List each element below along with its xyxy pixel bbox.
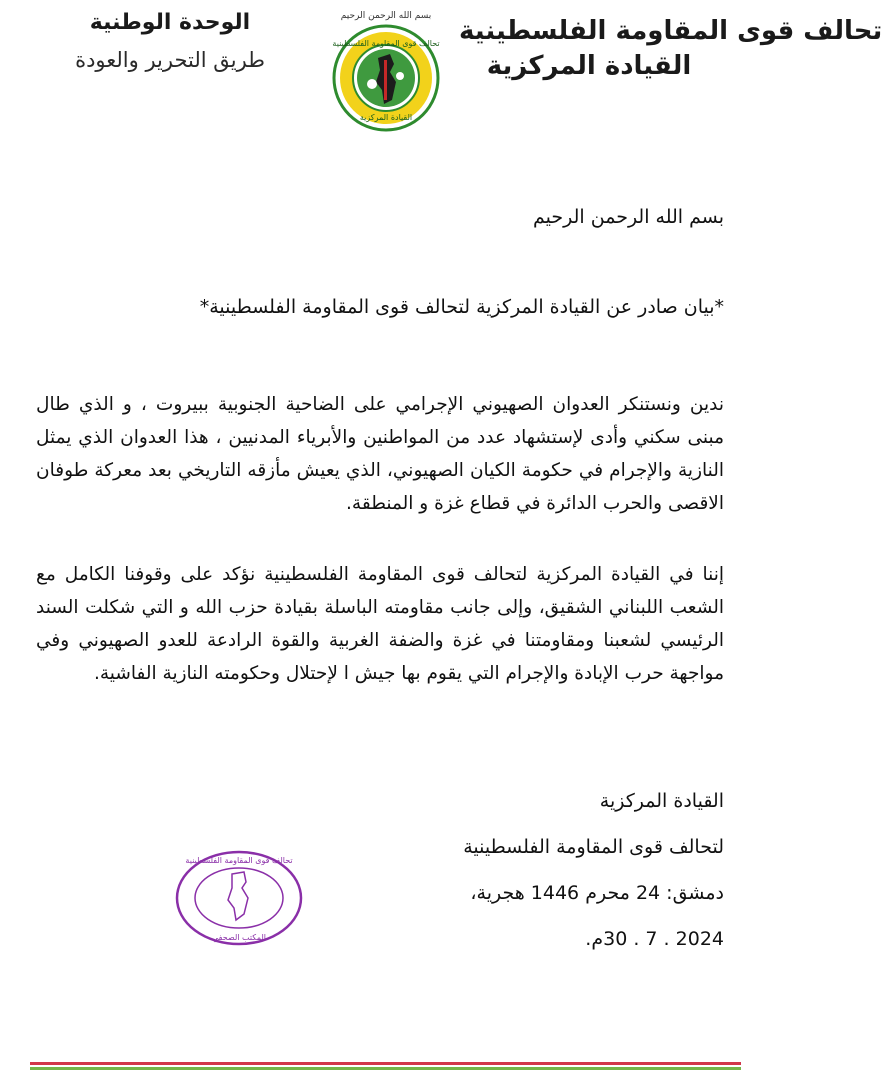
header-logo	[326, 10, 446, 132]
signature-date-hijri: دمشق: 24 محرم 1446 هجرية،	[470, 882, 724, 904]
statement-paragraph-2: إننا في القيادة المركزية لتحالف قوى المقاومة الفلسطينية نؤكد على وقوفنا الكامل مع الشعب اللبناني الشقيق، وإلى جانب مقاومته الباسلة بقيادة حزب الله و التي شكلت السند الرئيسي لشعبنا ومقاومتنا في غزة والضفة الغربية والقوة الرادعة للعدو الصهيوني وفي مواجهة حرب الإبادة والإجرام التي يقوم بها جيش ا لإحتلال وحكومته النازية الفاشية.	[36, 564, 724, 684]
footer-red-line	[30, 1062, 741, 1065]
slogan-unity: الوحدة الوطنية	[89, 10, 251, 35]
press-office-stamp	[174, 848, 304, 952]
header-organization	[459, 14, 882, 84]
signature-line-2: لتحالف قوى المقاومة الفلسطينية	[463, 836, 724, 858]
logo-bottom-text: القيادة المركزية	[359, 113, 413, 122]
statement-paragraph-1: ندين ونستنكر العدوان الصهيوني الإجرامي على الضاحية الجنوبية ببيروت ، و الذي طال مبنى سكني وأدى لإستشهاد عدد من المواطنين والأبرياء المدنيين ، هذا العدوان الذي يمثل النازية والإجرام في حكومة الكيان الصهيوني، الذي يعيش مأزقه التاريخي بعد معركة طوفان الاقصى والحرب الدائرة في قطاع غزة و المنطقة.	[36, 394, 724, 514]
statement-subject: *بيان صادر عن القيادة المركزية لتحالف قوى المقاومة الفلسطينية*	[199, 296, 724, 318]
organization-body: القيادة المركزية	[486, 51, 692, 81]
stamp-ring-text: تحالف قوى المقاومة الفلسطينية	[185, 856, 293, 865]
header-slogan	[60, 6, 280, 80]
logo-ring-text: تحالف قوى المقاومة الفلسطينية	[332, 39, 440, 48]
logo-basmala: بسم الله الرحمن الرحيم	[340, 11, 432, 21]
organization-name: تحالف قوى المقاومة الفلسطينية	[459, 16, 882, 46]
signature-block	[424, 778, 724, 962]
footer-green-line	[30, 1067, 741, 1070]
stamp-icon	[174, 848, 304, 948]
slogan-path: طريق التحرير والعودة	[75, 48, 265, 72]
footer-divider	[30, 1062, 741, 1072]
organization-logo-icon	[332, 24, 440, 132]
signature-date-gregorian: 2024 . 7 . 30م.	[585, 928, 724, 950]
signature-line-1: القيادة المركزية	[599, 790, 724, 812]
stamp-bottom-text: المكتب الصحفي	[212, 933, 266, 942]
basmala: بسم الله الرحمن الرحيم	[533, 206, 724, 228]
